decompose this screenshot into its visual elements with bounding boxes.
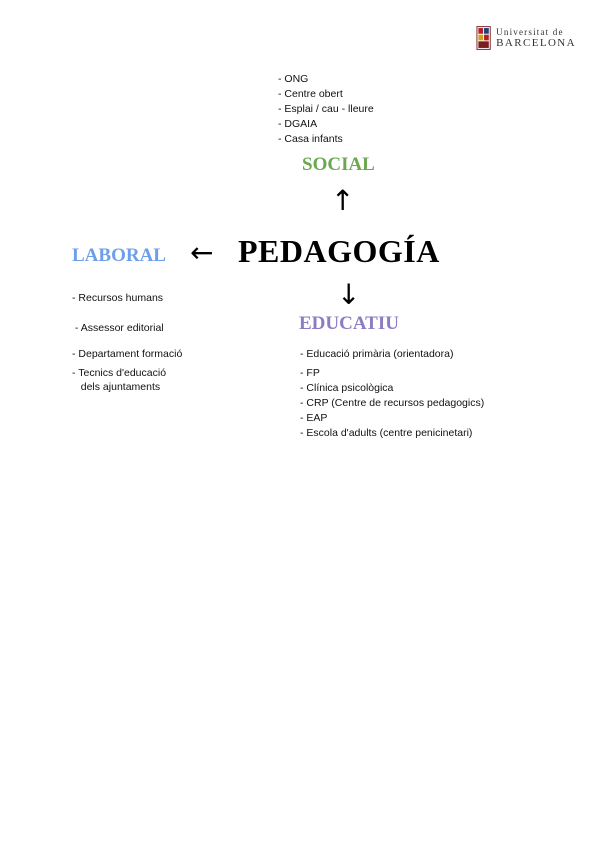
social-heading: SOCIAL xyxy=(302,154,375,175)
laboral-heading: LABORAL xyxy=(72,245,166,266)
list-item: - Casa infants xyxy=(278,133,343,145)
page-title: PEDAGOGÍA xyxy=(238,233,440,269)
list-item: - CRP (Centre de recursos pedagogics) xyxy=(300,397,485,409)
educatiu-heading: EDUCATIU xyxy=(299,313,399,334)
university-seal-icon xyxy=(476,25,491,51)
university-name xyxy=(496,27,576,49)
university-name-line2: BARCELONA xyxy=(496,37,576,49)
arrow-left-icon: ← xyxy=(190,236,214,269)
list-item: - Esplai / cau - lleure xyxy=(278,103,374,115)
arrow-down-icon: ↓ xyxy=(337,278,361,311)
laboral-item: - Assessor editorial xyxy=(72,322,164,334)
laboral-item: - Tecnics d'educació xyxy=(72,367,167,379)
list-item: - EAP xyxy=(300,412,328,424)
educatiu-list xyxy=(300,347,484,441)
laboral-item: - Recursos humans xyxy=(72,292,164,304)
university-name-line1: Universitat de xyxy=(496,27,564,37)
laboral-item: - Departament formació xyxy=(72,348,183,360)
list-item: - Escola d'adults (centre penicinetari) xyxy=(300,427,473,439)
list-item: - Centre obert xyxy=(278,88,343,100)
list-item: - FP xyxy=(300,367,320,379)
social-list xyxy=(278,72,374,147)
list-item: - Educació primària (orientadora) xyxy=(300,348,454,360)
laboral-item: dels ajuntaments xyxy=(72,381,161,393)
arrow-up-icon: ↑ xyxy=(331,184,355,217)
list-item: - ONG xyxy=(278,73,309,85)
list-item: - DGAIA xyxy=(278,118,318,130)
list-item: - Clínica psicològica xyxy=(300,382,394,394)
university-logo xyxy=(476,24,576,52)
